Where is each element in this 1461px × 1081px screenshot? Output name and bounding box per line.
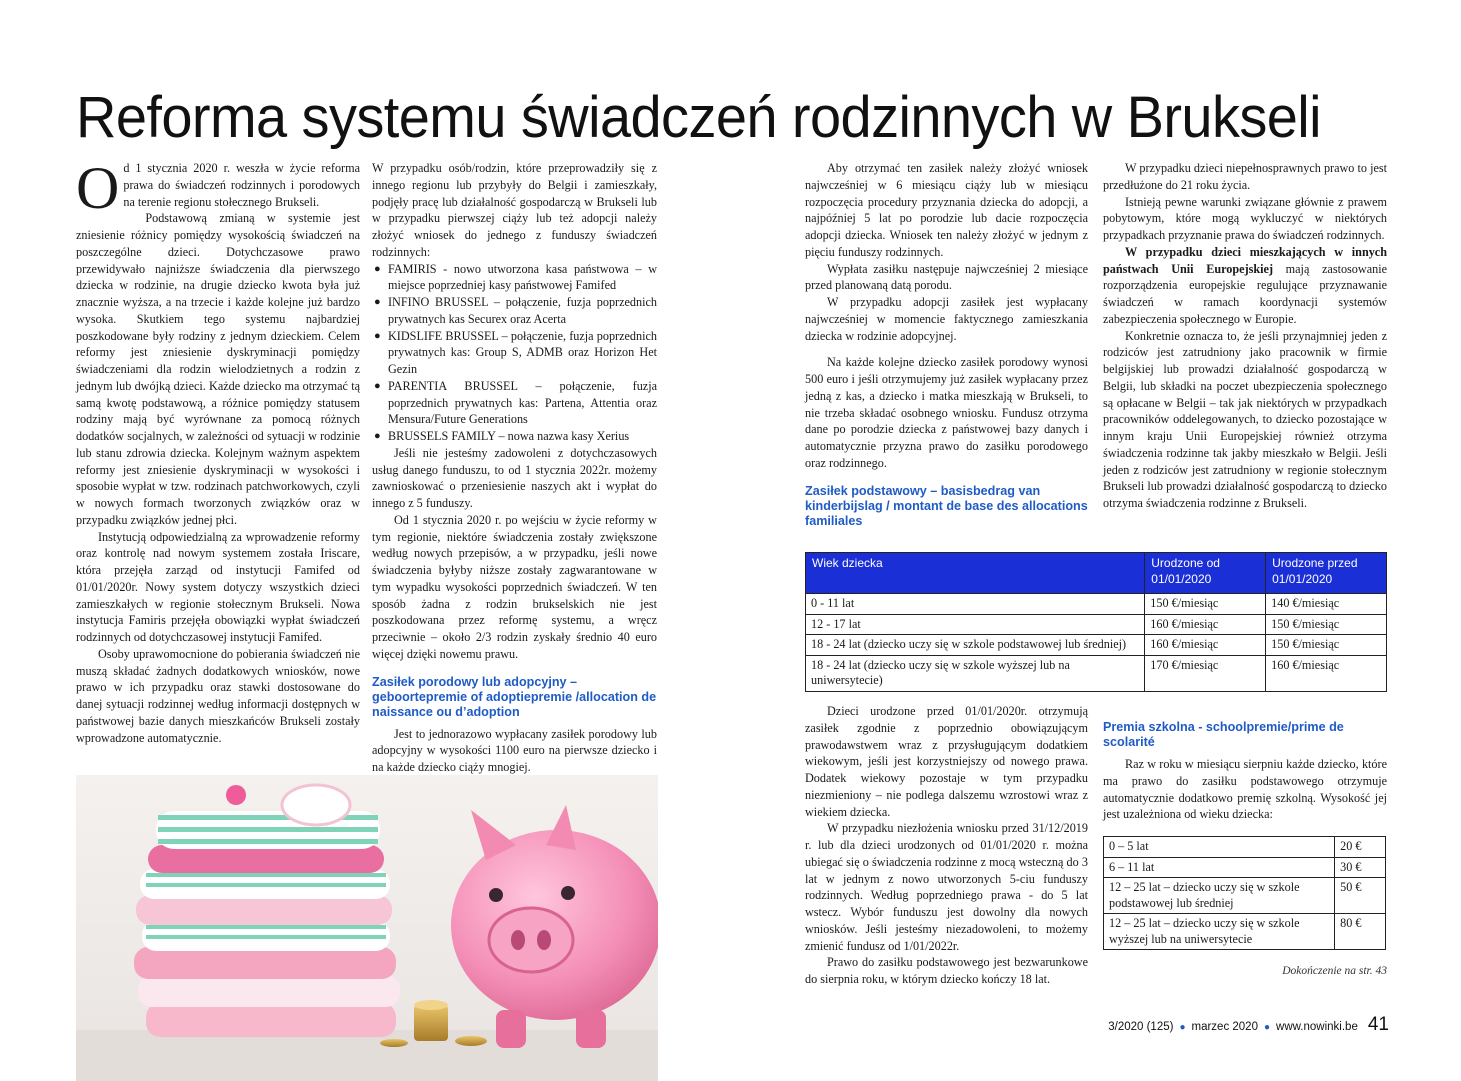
section-heading-birth-allowance: Zasiłek porodowy lub adopcyjny – geboortepremie of adoptiepremie /allocation de naissance ou d’adoption	[372, 674, 657, 719]
table-cell: 140 €/miesiąc	[1266, 594, 1387, 615]
continued-note: Dokończenie na str. 43	[1282, 965, 1387, 977]
drop-cap: O	[76, 155, 120, 221]
clothes-stack	[134, 785, 400, 1037]
paragraph: W przypadku adopcji zasiłek jest wypłacany najwcześniej w momencie faktycznego zamieszkania dziecka w rodzinie adopcyjnej.	[805, 295, 1088, 343]
paragraph: W przypadku dzieci niepełnosprawnych prawo to jest przedłużone do 21 roku życia.	[1103, 161, 1387, 192]
table-row	[806, 655, 1387, 691]
table-row	[1104, 857, 1386, 878]
table-header-row	[806, 553, 1387, 594]
emphasis-eu-children: W przypadku dzieci mieszkających w innych państwach Unii Europejskiej	[1103, 244, 1387, 276]
column-3-continued	[805, 703, 1088, 988]
paragraph: Osoby uprawomocnione do pobierania świadczeń nie muszą składać żadnych dodatkowych wniosków, nowe prawo w ich przypadku oraz stawki dostosowane do danej sytuacji rodzinnej według informacji dostępnych w państwowej bazie danych mieszkańców Brukseli zostały wprowadzone automatycznie.	[76, 646, 360, 745]
column-3	[805, 160, 1088, 535]
table-cell: 12 - 17 lat	[806, 614, 1145, 635]
bullet-dot-icon: ●	[1263, 1022, 1271, 1033]
issue-number: 3/2020 (125)	[1108, 1021, 1174, 1033]
table-cell: 170 €/miesiąc	[1145, 655, 1266, 691]
piggy-bank-and-clothes-illustration	[76, 775, 658, 1081]
header-age: Wiek dziecka	[806, 553, 1145, 594]
table-cell: 160 €/miesiąc	[1145, 614, 1266, 635]
lead-paragraph	[76, 155, 360, 221]
table-cell: 160 €/miesiąc	[1145, 635, 1266, 656]
table-cell: 160 €/miesiąc	[1266, 655, 1387, 691]
website-link[interactable]: www.nowinki.be	[1276, 1021, 1358, 1033]
paragraph: Aby otrzymać ten zasiłek należy złożyć wniosek najwcześniej w 6 miesiącu ciąży lub w miesiącu rozpoczęcia procedury przyznania dziecka do adopcji, a najpóźniej 5 lat po porodzie lub dacie rozpoczęcia adopcji dziecka. Wniosek ten należy złożyć w jednym z pięciu funduszy rodzinnych.	[805, 161, 1088, 259]
bullet-dot-icon: ●	[1179, 1022, 1186, 1033]
table-cell: 18 - 24 lat (dziecko uczy się w szkole podstawowej lub średniej)	[806, 635, 1145, 656]
article-title: Reforma systemu świadczeń rodzinnych w Brukseli	[76, 85, 1322, 150]
page-number: 41	[1367, 1014, 1389, 1035]
table-cell: 150 €/miesiąc	[1266, 635, 1387, 656]
family-allowance-table	[805, 552, 1387, 692]
column-1	[76, 155, 360, 746]
table-row	[806, 614, 1387, 635]
table-row	[1104, 914, 1386, 950]
list-item: ● FAMIRIS - nowo utworzona kasa państwowa – w miejsce poprzedniej kasy państwowej Famifed	[372, 261, 657, 295]
table-cell: 0 – 5 lat	[1104, 837, 1335, 858]
column-4	[1103, 160, 1387, 512]
piggy-bank-photo	[76, 775, 658, 1081]
paragraph: Podstawową zmianą w systemie jest zniesienie różnicy pomiędzy wysokością świadczeń na poszczególne dzieci. Dotychczasowe prawo przewidywało najniższe świadczenia dla pierwszego dziecka w rodzinie, na drugie dziecko kwota była już znacznie wyższa, a na trzecie i każde kolejne już bardzo wysoka. Skutkiem tego systemu najbardziej poszkodowane były rodziny z jednym dzieckiem. Celem reformy jest zniesienie dyskryminacji pomiędzy świadczeniami dla rodzin wielodzietnych a rodzin z jednym lub dwójką dzieci. Każde dziecko ma otrzymać tą samą kwotę podstawową, a różnice pomiędzy statusem rodziny mają być wyrównane za pomocą różnych dodatków socjalnych, w zależności od sytuacji w rodzinie lub stanu zdrowia dziecka. Kolejnym ważnym aspektem reformy jest zniesienie dyskryminacji w wysokości i sposobie wypłat w tzw. rodzinach patchworkowych, czyli w nowych formach tworzonych związków oraz w przypadku związków jednej płci.	[76, 211, 360, 527]
table-row	[806, 635, 1387, 656]
table-row	[1104, 837, 1386, 858]
column-4-school	[1103, 720, 1387, 823]
list-item: ● PARENTIA BRUSSEL – połączenie, fuzja poprzednich prywatnych kas: Partena, Attentia oraz Mensura/Future Generations	[372, 378, 657, 428]
fund-list	[372, 261, 657, 445]
paragraph-rest: mają zastosowanie rozporządzenia europejskie regulujące przyznawanie świadczeń w ramach koordynacji systemów zabezpieczenia społecznego w Europie.	[1103, 261, 1387, 326]
issue-month: marzec 2020	[1191, 1021, 1258, 1033]
table-cell: 12 – 25 lat – dziecko uczy się w szkole wyższej lub na uniwersytecie	[1104, 914, 1335, 950]
paragraph	[1103, 244, 1387, 328]
table-row	[806, 594, 1387, 615]
page-footer	[1108, 1014, 1389, 1036]
paragraph: Jest to jednorazowo wypłacany zasiłek porodowy lub adopcyjny w wysokości 1100 euro na pierwsze dziecko i na każde dziecko ciąży mnogiej.	[372, 726, 657, 774]
paragraph: Od 1 stycznia 2020 r. po wejściu w życie reformy w tym regionie, niektóre świadczenia zostały zwiększone według nowych przepisów, a w przypadku, jeśli nowe świadczenia byłyby niższe zostały zagwarantowane w tym wypadku wysokości poprzednich świadczeń. W ten sposób żadna z rodzin brukselskich nie jest poszkodowana przez reformę systemu, a wręcz przeciwnie – około 2/3 rodzin zyskały średnio 40 euro więcej dzięki nowemu prawu.	[372, 512, 657, 661]
section-heading-basic-allowance: Zasiłek podstawowy – basisbedrag van kinderbijslag / montant de base des allocations familiales	[805, 483, 1088, 528]
paragraph: Instytucją odpowiedzialną za wprowadzenie reformy oraz kontrolę nad nowym systemem została Iriscare, która przejęła zarząd od instytucji Famifed od 01/01/2020r. Nowy system dotyczy wszystkich dzieci zamieszkałych w regionie stołecznym Brukseli. Nowa instytucja Famiris przejęła obowiązki wypłat świadczeń rodzinnych od dotychczasowej instytucji Famifed.	[76, 529, 360, 644]
header-born-before: Urodzone przed 01/01/2020	[1266, 553, 1387, 594]
school-bonus-table	[1103, 836, 1386, 950]
paragraph: W przypadku osób/rodzin, które przeprowadziły się z innego regionu lub przybyły do Belgii i zamieszkały, podjęły pracę lub działalność gospodarczą w Brukseli lub w przypadku pierwszej ciąży lub też adopcji należy złożyć wniosek do jednego z funduszy świadczeń rodzinnych:	[372, 161, 657, 259]
table-cell: 12 – 25 lat – dziecko uczy się w szkole podstawowej lub średniej	[1104, 878, 1335, 914]
paragraph: Dzieci urodzone przed 01/01/2020r. otrzymują zasiłek zgodnie z poprzednio obowiązującym prawodawstwem wraz z przysługującym dodatkiem wiekowym, jeśli jest korzystniejszy od nowego prawa. Dodatek wiekowy pozostaje w tym przypadku niezmieniony – nie podlega dalszemu wzrostowi wraz z wiekiem dziecka.	[805, 704, 1088, 819]
paragraph: Jeśli nie jesteśmy zadowoleni z dotychczasowych usług danego funduszu, to od 1 stycznia 2022r. możemy zawnioskować o przeniesienie naszych akt i wypłat do innego z 5 funduszy.	[372, 445, 657, 510]
table-cell: 150 €/miesiąc	[1266, 614, 1387, 635]
table-row	[1104, 878, 1386, 914]
paragraph: Prawo do zasiłku podstawowego jest bezwarunkowe do sierpnia roku, w którym dziecko kończy 18 lat.	[805, 955, 1088, 986]
table-cell: 50 €	[1335, 878, 1386, 914]
table-cell: 80 €	[1335, 914, 1386, 950]
list-item: ● KIDSLIFE BRUSSEL – połączenie, fuzja poprzednich prywatnych kas: Group S, ADMB oraz Horizon Het Gezin	[372, 328, 657, 378]
table-cell: 18 - 24 lat (dziecko uczy się w szkole wyższej lub na uniwersytecie)	[806, 655, 1145, 691]
paragraph: Istnieją pewne warunki związane głównie z prawem pobytowym, które mogą wykluczyć w niektórych przypadkach przyznanie prawa do świadczeń rodzinnych.	[1103, 194, 1387, 242]
paragraph: Wypłata zasiłku następuje najwcześniej 2 miesiące przed planowaną datą porodu.	[805, 261, 1088, 293]
list-item: ● INFINO BRUSSEL – połączenie, fuzja poprzednich prywatnych kas Securex oraz Acerta	[372, 294, 657, 328]
paragraph: W przypadku niezłożenia wniosku przed 31/12/2019 r. lub dla dzieci urodzonych od 01/01/2020 r. można ubiegać się o świadczenia rodzinne z mocą wsteczną do 3 lat w jednym z nowo utworzonych 5-ciu funduszy rodzinnych. Według poprzedniego prawa - do 5 lat wstecz. Wybór funduszu jest dowolny dla nowych wniosków. Jeśli jesteśmy niezadowoleni, to możemy zmienić fundusz od 1/01/2022r.	[805, 821, 1088, 953]
header-born-from: Urodzone od 01/01/2020	[1145, 553, 1266, 594]
paragraph: Konkretnie oznacza to, że jeśli przynajmniej jeden z rodziców jest zatrudniony jako pracownik w firmie belgijskiej lub prowadzi działalność gospodarczą w Belgii, lub składki na poczet ubezpieczenia społecznego są opłacane w Belgii – tak jak niektórych w przypadkach pracowników oddelegowanych, to dziecko pozostające w innym kraju Unii Europejskiej również otrzyma świadczenia rodzinne tak jakby mieszkało w Belgii. Jeśli jeden z rodziców jest zatrudniony w regionie stołecznym Brukseli lub prowadzi działalność gospodarczą to dziecko otrzyma świadczenia rodzinne z Brukseli.	[1103, 328, 1387, 510]
section-heading-school-bonus: Premia szkolna - schoolpremie/prime de scolarité	[1103, 720, 1344, 749]
table-cell: 30 €	[1335, 857, 1386, 878]
lead-text: d 1 stycznia 2020 r. weszła w życie reforma prawa do świadczeń rodzinnych i porodowych na terenie regionu stołecznego Brukseli.	[123, 161, 360, 209]
list-item: ● BRUSSELS FAMILY – nowa nazwa kasy Xerius	[372, 428, 657, 445]
table-cell: 150 €/miesiąc	[1145, 594, 1266, 615]
table-cell: 20 €	[1335, 837, 1386, 858]
paragraph: Na każde kolejne dziecko zasiłek porodowy wynosi 500 euro i jeśli otrzymujemy już zasiłek wypłacany przez jedną z kas, a dziecko i matka mieszkają w Brukseli, to nie trzeba składać osobnego wniosku. Fundusz otrzyma dane po porodzie dziecka z państwowej bazy danych i automatycznie przyzna prawo do zasiłku porodowego oraz rodzinnego.	[805, 355, 1088, 470]
table-cell: 0 - 11 lat	[806, 594, 1145, 615]
paragraph: Raz w roku w miesiącu sierpniu każde dziecko, które ma prawo do zasiłku podstawowego otrzymuje automatycznie dodatkowo premię szkolną. Wysokość jej jest uzależniona od wieku dziecka:	[1103, 757, 1387, 822]
column-2	[372, 160, 657, 776]
table-cell: 6 – 11 lat	[1104, 857, 1335, 878]
